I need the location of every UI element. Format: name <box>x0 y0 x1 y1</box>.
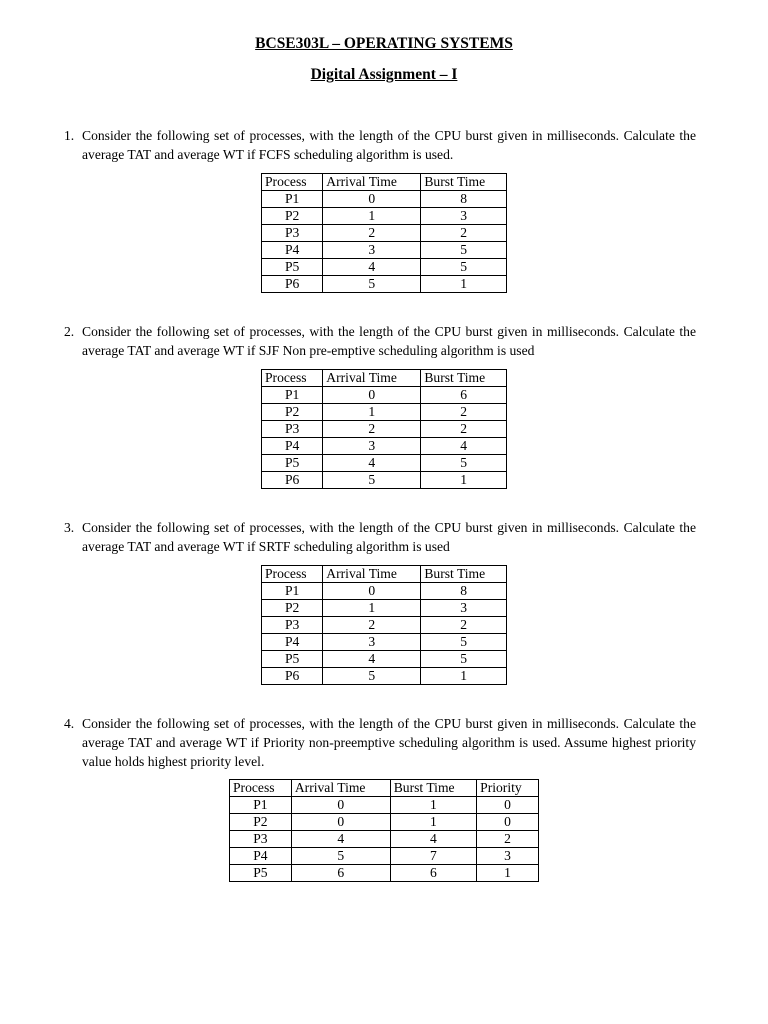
table-row <box>262 634 507 651</box>
question-text: Consider the following set of processes, with the length of the CPU burst given in milliseconds. Calculate the average TAT and average WT if SRTF scheduling algorithm is used <box>82 520 696 554</box>
cell-burst: 5 <box>421 242 507 259</box>
process-table-4 <box>229 779 539 882</box>
cell-process: P6 <box>262 668 323 685</box>
cell-process: P6 <box>262 472 323 489</box>
table-row <box>262 242 507 259</box>
cell-arrival: 0 <box>323 583 421 600</box>
course-title: BCSE303L – OPERATING SYSTEMS <box>255 35 513 52</box>
header-process: Process <box>262 370 323 387</box>
table-row <box>262 438 507 455</box>
cell-process: P1 <box>262 191 323 208</box>
cell-burst: 8 <box>421 583 507 600</box>
header-arrival-time: Arrival Time <box>323 370 421 387</box>
question-4 <box>64 714 696 771</box>
cell-arrival: 4 <box>323 455 421 472</box>
cell-burst: 3 <box>421 600 507 617</box>
table-row <box>262 668 507 685</box>
cell-process: P1 <box>230 797 292 814</box>
question-text: Consider the following set of processes, with the length of the CPU burst given in milliseconds. Calculate the average TAT and average WT if FCFS scheduling algorithm is used. <box>82 128 696 162</box>
cell-arrival: 0 <box>291 814 390 831</box>
cell-process: P5 <box>262 259 323 276</box>
cell-burst: 4 <box>421 438 507 455</box>
process-table-3 <box>261 565 507 685</box>
cell-priority: 2 <box>477 831 539 848</box>
cell-process: P1 <box>262 387 323 404</box>
cell-process: P4 <box>262 242 323 259</box>
header-burst-time: Burst Time <box>390 780 476 797</box>
header-arrival-time: Arrival Time <box>291 780 390 797</box>
cell-priority: 0 <box>477 814 539 831</box>
cell-process: P3 <box>262 225 323 242</box>
cell-burst: 6 <box>390 865 476 882</box>
table-header-row <box>262 174 507 191</box>
question-3 <box>64 518 696 556</box>
cell-arrival: 0 <box>291 797 390 814</box>
cell-arrival: 5 <box>323 668 421 685</box>
header-priority: Priority <box>477 780 539 797</box>
table-row <box>230 797 539 814</box>
table-header-row <box>262 566 507 583</box>
table-row <box>262 472 507 489</box>
cell-burst: 2 <box>421 404 507 421</box>
table-row <box>230 865 539 882</box>
table-row <box>262 617 507 634</box>
cell-burst: 1 <box>390 814 476 831</box>
cell-arrival: 0 <box>323 387 421 404</box>
cell-burst: 5 <box>421 259 507 276</box>
header-burst-time: Burst Time <box>421 370 507 387</box>
table-row <box>262 583 507 600</box>
question-number: 4. <box>64 716 75 731</box>
table-row <box>262 208 507 225</box>
table-row <box>262 191 507 208</box>
cell-arrival: 4 <box>291 831 390 848</box>
cell-burst: 4 <box>390 831 476 848</box>
table-row <box>262 225 507 242</box>
cell-burst: 5 <box>421 651 507 668</box>
cell-arrival: 2 <box>323 617 421 634</box>
cell-burst: 1 <box>421 276 507 293</box>
cell-arrival: 0 <box>323 191 421 208</box>
question-number: 2. <box>64 324 75 339</box>
cell-process: P5 <box>230 865 292 882</box>
cell-arrival: 3 <box>323 242 421 259</box>
cell-arrival: 1 <box>323 208 421 225</box>
cell-arrival: 4 <box>323 259 421 276</box>
header-burst-time: Burst Time <box>421 566 507 583</box>
cell-process: P1 <box>262 583 323 600</box>
table-row <box>262 387 507 404</box>
table-row <box>262 455 507 472</box>
process-table-1 <box>261 173 507 293</box>
header-arrival-time: Arrival Time <box>323 566 421 583</box>
table-row <box>262 404 507 421</box>
cell-priority: 3 <box>477 848 539 865</box>
cell-burst: 1 <box>390 797 476 814</box>
cell-process: P6 <box>262 276 323 293</box>
cell-arrival: 6 <box>291 865 390 882</box>
header-process: Process <box>230 780 292 797</box>
table-row <box>262 276 507 293</box>
cell-priority: 0 <box>477 797 539 814</box>
cell-burst: 2 <box>421 225 507 242</box>
question-number: 3. <box>64 520 75 535</box>
header-process: Process <box>262 566 323 583</box>
cell-burst: 2 <box>421 421 507 438</box>
cell-arrival: 1 <box>323 600 421 617</box>
table-row <box>230 831 539 848</box>
cell-arrival: 3 <box>323 634 421 651</box>
cell-burst: 6 <box>421 387 507 404</box>
process-table-2 <box>261 369 507 489</box>
cell-burst: 5 <box>421 634 507 651</box>
question-number: 1. <box>64 128 75 143</box>
cell-arrival: 5 <box>323 276 421 293</box>
question-1 <box>64 126 696 164</box>
table-row <box>262 259 507 276</box>
cell-burst: 8 <box>421 191 507 208</box>
cell-burst: 3 <box>421 208 507 225</box>
table-row <box>230 814 539 831</box>
cell-process: P3 <box>262 617 323 634</box>
table-row <box>262 651 507 668</box>
cell-burst: 1 <box>421 472 507 489</box>
table-header-row <box>230 780 539 797</box>
table-row <box>262 421 507 438</box>
cell-burst: 1 <box>421 668 507 685</box>
cell-burst: 7 <box>390 848 476 865</box>
cell-process: P4 <box>262 438 323 455</box>
cell-burst: 2 <box>421 617 507 634</box>
cell-process: P2 <box>262 600 323 617</box>
cell-process: P4 <box>262 634 323 651</box>
cell-arrival: 3 <box>323 438 421 455</box>
question-text: Consider the following set of processes, with the length of the CPU burst given in milliseconds. Calculate the average TAT and average WT if Priority non-preemptive scheduling algorithm is used. Assume highest priority value holds highest priority level. <box>82 716 696 769</box>
question-text: Consider the following set of processes, with the length of the CPU burst given in milliseconds. Calculate the average TAT and average WT if SJF Non pre-emptive scheduling algorithm is used <box>82 324 696 358</box>
question-2 <box>64 322 696 360</box>
cell-process: P4 <box>230 848 292 865</box>
cell-priority: 1 <box>477 865 539 882</box>
header-arrival-time: Arrival Time <box>323 174 421 191</box>
assignment-title: Digital Assignment – I <box>310 66 458 83</box>
table-row <box>262 600 507 617</box>
cell-process: P2 <box>230 814 292 831</box>
cell-arrival: 5 <box>323 472 421 489</box>
cell-arrival: 5 <box>291 848 390 865</box>
cell-arrival: 2 <box>323 421 421 438</box>
header-process: Process <box>262 174 323 191</box>
table-header-row <box>262 370 507 387</box>
cell-burst: 5 <box>421 455 507 472</box>
cell-process: P5 <box>262 651 323 668</box>
cell-process: P3 <box>262 421 323 438</box>
table-row <box>230 848 539 865</box>
cell-process: P2 <box>262 404 323 421</box>
cell-arrival: 1 <box>323 404 421 421</box>
cell-process: P3 <box>230 831 292 848</box>
cell-process: P2 <box>262 208 323 225</box>
header-burst-time: Burst Time <box>421 174 507 191</box>
cell-arrival: 4 <box>323 651 421 668</box>
cell-arrival: 2 <box>323 225 421 242</box>
cell-process: P5 <box>262 455 323 472</box>
